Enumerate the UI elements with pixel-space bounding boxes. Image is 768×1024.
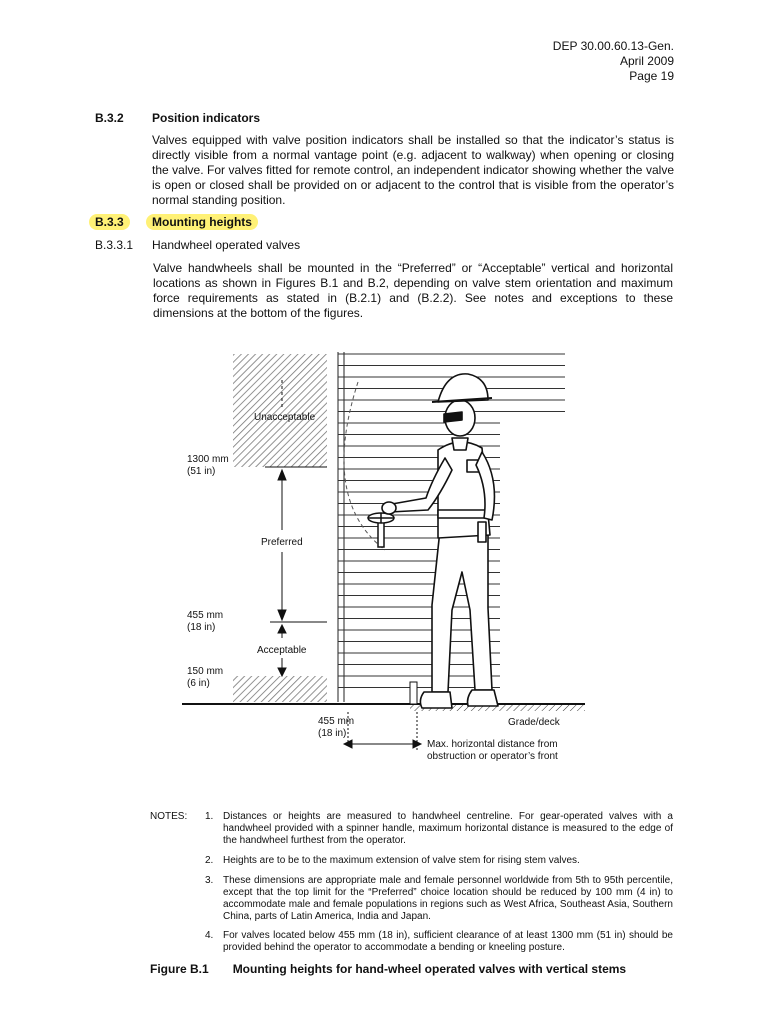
highlight: Mounting heights xyxy=(146,214,258,230)
section-number: B.3.2 xyxy=(95,111,124,125)
unacceptable-zone-lower xyxy=(233,676,327,702)
section-number-highlighted xyxy=(95,215,130,229)
height-in-1300: (51 in) xyxy=(187,466,216,477)
horizontal-dim-mm: 455 mm xyxy=(318,716,355,727)
note-item xyxy=(205,811,673,847)
note-text: Distances or heights are measured to handwheel centreline. For gear-operated valves with a handwheel provided with a spinner handle, maximum horizontal distance is measured to the edge of the handwheel furthest from the operator. xyxy=(223,811,673,846)
horizontal-dim-in: (18 in) xyxy=(318,728,347,739)
max-distance-label-line1: Max. horizontal distance from xyxy=(427,739,558,750)
note-text: Heights are to be to the maximum extension of valve stem for rising stem valves. xyxy=(223,855,580,866)
note-number: 1. xyxy=(205,811,214,822)
grade-label: Grade/deck xyxy=(508,717,560,728)
figure-number: Figure B.1 xyxy=(150,962,209,976)
figure-title: Mounting heights for hand-wheel operated valves with vertical stems xyxy=(232,962,627,976)
subsection-body: Valve handwheels shall be mounted in the “Preferred” or “Acceptable” vertical and horizontal locations as shown in Figures B.1 and B.2, depending on valve stem orientation and maximum force requirements as stated in (B.2.1) and (B.2.2). See notes and exceptions to these dimensions at the bottom of the figures. xyxy=(153,261,673,320)
notes-label: NOTES: xyxy=(150,811,188,822)
note-text: These dimensions are appropriate male and female personnel worldwide from 5th to 95th percentile, except that the top limit for the “Preferred” choice location should be reduced by 100 mm (4 in) to accommodate male and female populations in regions such as West Africa, Southeast Asia, Southern China, parts of Latin America, India and Japan. xyxy=(223,875,673,922)
zone-label-preferred: Preferred xyxy=(261,537,303,548)
height-mm-150: 150 mm xyxy=(187,666,224,677)
zone-label-unacceptable: Unacceptable xyxy=(254,412,316,423)
mounting-heights-figure xyxy=(170,340,600,770)
zone-label-acceptable: Acceptable xyxy=(257,645,307,656)
max-distance-label-line2: obstruction or operator’s front xyxy=(427,751,558,762)
operator-figure xyxy=(382,374,498,708)
section-title-highlighted xyxy=(152,215,258,229)
height-in-150: (6 in) xyxy=(187,678,210,689)
figure-caption xyxy=(150,962,626,976)
highlight: B.3.3 xyxy=(89,214,130,230)
note-item xyxy=(205,855,673,867)
note-item xyxy=(205,875,673,923)
height-mm-1300: 1300 mm xyxy=(187,454,229,465)
valve-handwheel xyxy=(368,513,394,547)
height-in-455: (18 in) xyxy=(187,622,216,633)
note-text: For valves located below 455 mm (18 in), sufficient clearance of at least 1300 mm (51 in) should be provided behind the operator to accommodate a bending or kneeling posture. xyxy=(223,930,673,953)
page-header xyxy=(553,39,674,84)
subsection-number: B.3.3.1 xyxy=(95,238,134,252)
note-number: 2. xyxy=(205,855,214,866)
unacceptable-zone-upper xyxy=(233,354,327,467)
note-number: 4. xyxy=(205,930,214,941)
obstruction-post xyxy=(410,682,417,704)
document-id: DEP 30.00.60.13-Gen. xyxy=(552,39,674,53)
page-number: Page 19 xyxy=(629,69,674,83)
subsection-title: Handwheel operated valves xyxy=(152,238,301,252)
note-item xyxy=(205,930,673,954)
section-body: Valves equipped with valve position indicators shall be installed so that the indicator’s status is directly visible from a normal vantage point (e.g. adjacent to walkway) when opening or closing the valve. For valves fitted for remote control, an independent indicator showing whether the valve is open or closed shall be provided on or adjacent to the control that is visible from the operator’s normal standing position. xyxy=(152,133,674,207)
height-mm-455: 455 mm xyxy=(187,610,224,621)
note-number: 3. xyxy=(205,875,214,886)
horizontal-dimension xyxy=(344,712,421,750)
section-title: Position indicators xyxy=(152,111,261,125)
document-date: April 2009 xyxy=(619,54,674,68)
